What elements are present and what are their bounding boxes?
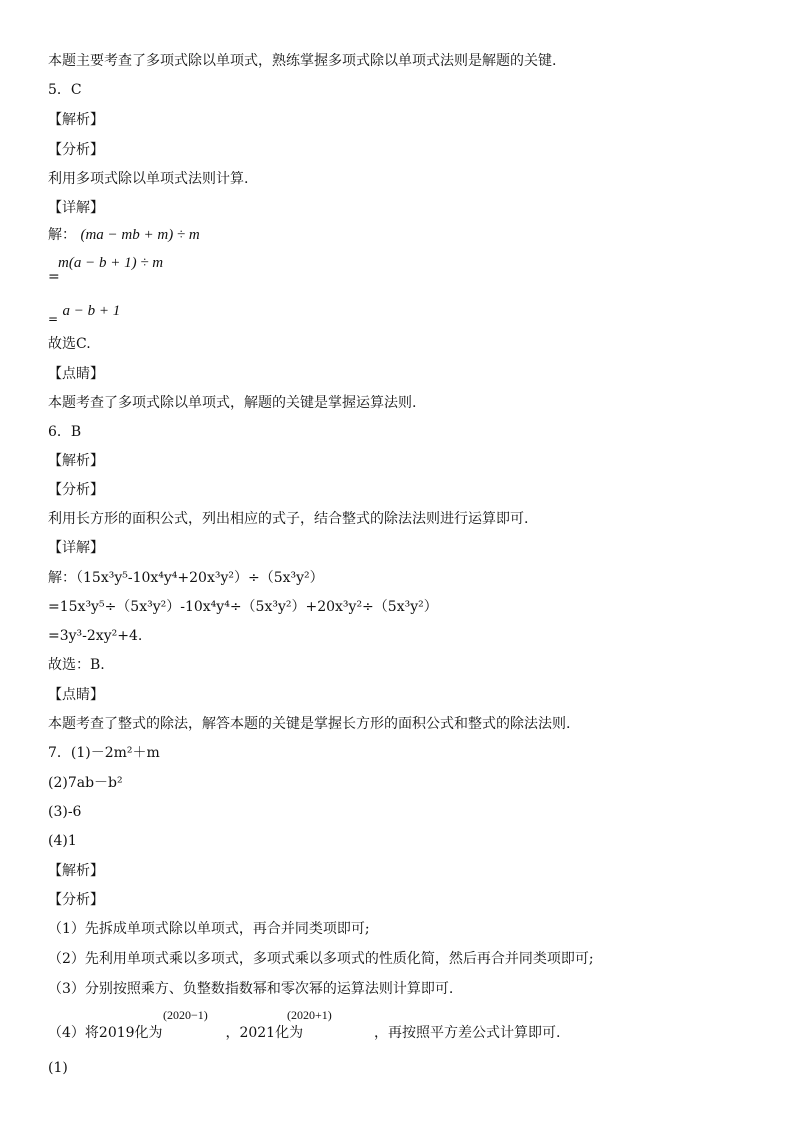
answer-6: 6．B [48, 424, 82, 440]
text-line: 本题主要考查了多项式除以单项式，熟练掌握多项式除以单项式法则是解题的关键. [48, 53, 557, 69]
text-segment: ，再按照平方差公式计算即可. [374, 1025, 561, 1041]
answer-5: 5．C [48, 82, 82, 98]
section-jiexi: 【解析】 [48, 453, 104, 469]
section-fenxi: 【分析】 [48, 482, 104, 498]
section-xiangjie: 【详解】 [48, 540, 104, 556]
section-fenxi: 【分析】 [48, 142, 104, 158]
solution-line [48, 226, 200, 244]
text-line: 本题考查了多项式除以单项式，解题的关键是掌握运算法则. [48, 395, 417, 411]
text-segment: ，2021化为 [225, 1025, 304, 1041]
answer-7-part: (4)1 [48, 833, 77, 849]
math-expression-text: m(a − b + 1) ÷ m [58, 255, 164, 271]
answer-7-part: (2)7ab－b² [48, 775, 123, 791]
text-line [48, 1024, 560, 1042]
text-segment: （4）将2019化为 [48, 1025, 163, 1041]
solution-prefix: 解： [48, 227, 76, 243]
equals-sign: = [48, 312, 59, 326]
section-fenxi: 【分析】 [48, 892, 104, 908]
text-line: 故选：B. [48, 657, 105, 673]
section-jiexi: 【解析】 [48, 112, 104, 128]
solution-line [48, 302, 120, 328]
math-expression [58, 254, 163, 272]
text-line: 利用多项式除以单项式法则计算. [48, 171, 249, 187]
math-expression: (2020−1) [163, 1008, 208, 1022]
text-line: 故选C. [48, 336, 91, 352]
answer-7: 7．(1)－2m²＋m [48, 745, 160, 761]
solution-line: =15x³y⁵÷（5x³y²）-10x⁴y⁴÷（5x³y²）+20x³y²÷（5x³y²） [48, 599, 438, 615]
sub-question-label: (1) [48, 1060, 68, 1076]
equals-sign: = [48, 269, 60, 285]
math-expression: a − b + 1 [62, 303, 121, 319]
section-dianjing: 【点睛】 [48, 366, 104, 382]
math-expression: (ma − mb + m) ÷ m [80, 227, 200, 243]
solution-line: 解：（15x³y⁵-10x⁴y⁴+20x³y²）÷（5x³y²） [48, 570, 324, 586]
section-xiangjie: 【详解】 [48, 200, 104, 216]
section-dianjing: 【点睛】 [48, 687, 104, 703]
text-line: （2）先利用单项式乘以多项式，多项式乘以多项式的性质化简，然后再合并同类项即可; [48, 951, 594, 967]
text-line: 利用长方形的面积公式，列出相应的式子，结合整式的除法法则进行运算即可. [48, 511, 529, 527]
math-expression: (2020+1) [287, 1008, 332, 1022]
text-line: （3）分别按照乘方、负整数指数幂和零次幂的运算法则计算即可. [48, 981, 454, 997]
section-jiexi: 【解析】 [48, 863, 104, 879]
answer-7-part: (3)-6 [48, 804, 82, 820]
text-line: （1）先拆成单项式除以单项式，再合并同类项即可; [48, 921, 370, 937]
text-line: 本题考查了整式的除法，解答本题的关键是掌握长方形的面积公式和整式的除法法则. [48, 716, 571, 732]
solution-line: =3y³-2xy²+4. [48, 628, 143, 644]
